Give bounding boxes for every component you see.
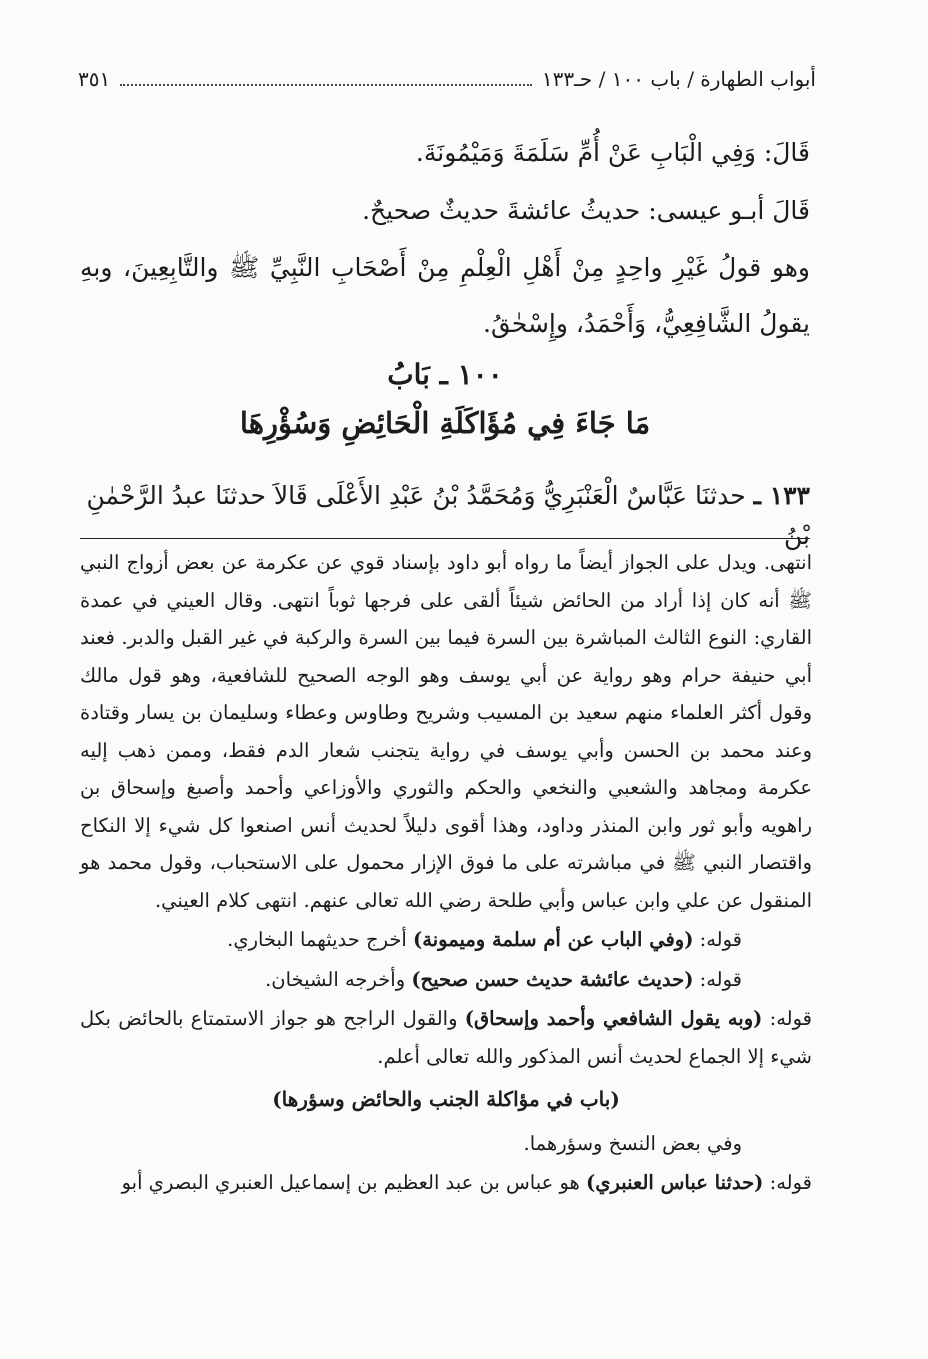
hadith-text: حدثنَا عَبَّاسٌ الْعَنْبَرِيُّ وَمُحَمَّدُ بْنُ عَبْدِ الأَعْلَى قَالاَ حدثنَا عبدُ الرَّحْمٰنِ بْنُ xyxy=(86,481,810,550)
quote-rest: أخرج حديثهما البخاري. xyxy=(227,928,407,951)
quote-prefix: قوله: xyxy=(769,1171,812,1194)
quote-bold: (وفي الباب عن أم سلمة وميمونة) xyxy=(413,928,694,951)
commentary-quote-3 xyxy=(80,1000,812,1075)
commentary-subheading: (باب في مؤاكلة الجنب والحائض وسؤرها) xyxy=(272,1087,620,1111)
quote-prefix: قوله: xyxy=(769,1007,813,1030)
main-paragraph: وهو قولُ غَيْرِ واحِدٍ مِنْ أَهْلِ الْعِلْمِ مِنْ أَصْحَابِ النَّبِيِّ ﷺ والتَّابِعِينَ، وبهِ يقولُ الشَّافِعِيُّ، وَأَحْمَدُ، وإِسْحٰقُ. xyxy=(80,253,810,338)
footnote-divider xyxy=(80,538,810,539)
hadith-number: ١٣٣ ـ xyxy=(753,481,810,510)
quote-bold: (حدثنا عباس العنبري) xyxy=(586,1171,764,1194)
quote-prefix: قوله: xyxy=(699,967,742,991)
quote-rest: وأخرجه الشيخان. xyxy=(265,967,406,991)
quote-rest: هو عباس بن عبد العظيم بن إسماعيل العنبري البصري أبو xyxy=(121,1171,580,1194)
quote-bold: (وبه يقول الشافعي وأحمد وإسحاق) xyxy=(464,1007,763,1030)
chapter-number: ١٠٠ ـ بَابُ xyxy=(387,358,503,391)
main-line-2: قَالَ أبـو عيسى: حديثُ عائشةَ حديثٌ صحيحٌ. xyxy=(362,196,810,225)
chapter-heading xyxy=(80,352,810,448)
commentary-quote-1 xyxy=(80,921,812,959)
quote-bold: (حديث عائشة حديث حسن صحيح) xyxy=(411,967,694,991)
main-line-1: قَالَ: وَفِي الْبَابِ عَنْ أُمِّ سَلَمَةَ وَمَيْمُونَةَ. xyxy=(415,138,810,167)
commentary-quote-4 xyxy=(80,1164,812,1202)
main-text xyxy=(80,124,810,352)
commentary-quote-2 xyxy=(80,961,812,999)
chapter-title: مَا جَاءَ فِي مُؤَاكَلَةِ الْحَائِضِ وَسُؤْرِهَا xyxy=(239,406,651,440)
commentary-subnote: وفي بعض النسخ وسؤرهما. xyxy=(523,1131,742,1155)
page-header xyxy=(78,62,816,96)
dotted-leader xyxy=(120,72,532,86)
quote-rest: والقول الراجح هو جواز الاستمتاع بالحائض بكل شيء إلا الجماع لحديث أنس المذكور والله تعالى أعلم. xyxy=(80,1007,812,1068)
page-number: ٣٥١ xyxy=(78,67,111,91)
running-title: أبواب الطهارة / باب ١٠٠ / حـ١٣٣ xyxy=(541,67,816,91)
commentary xyxy=(80,544,812,1202)
quote-prefix: قوله: xyxy=(699,928,742,951)
commentary-paragraph: انتهى. ويدل على الجواز أيضاً ما رواه أبو داود بإسناد قوي عن عكرمة عن بعض أزواج النبي ﷺ أنه كان إذا أراد من الحائض شيئاً ألقى على فرجها ثوباً انتهى. وقال العيني في عمدة القاري: النوع الثالث المباشرة بين السرة فيما بين السرة والركبة في غير القبل والدبر. فعند أبي حنيفة حرام وهو رواية عن أبي يوسف وهو الوجه الصحيح للشافعية، وهو قول مالك وقول أكثر العلماء منهم سعيد بن المسيب وشريح وطاوس وعطاء وسليمان بن يسار وقتادة وعند محمد بن الحسن وأبي يوسف في رواية يتجنب شعار الدم فقط، وممن ذهب إليه عكرمة ومجاهد والشعبي والنخعي والحكم والثوري والأوزاعي وأحمد وأصبغ وإسحاق بن راهويه وأبو ثور وابن المنذر وداود، وهذا أقوى دليلاً لحديث أنس اصنعوا كل شيء إلا النكاح واقتصار النبي ﷺ في مباشرته على ما فوق الإزار محمول على الاستحباب، وقول محمد هو المنقول عن علي وابن عباس وأبي طلحة رضي الله تعالى عنهم. انتهى كلام العيني. xyxy=(80,551,812,912)
